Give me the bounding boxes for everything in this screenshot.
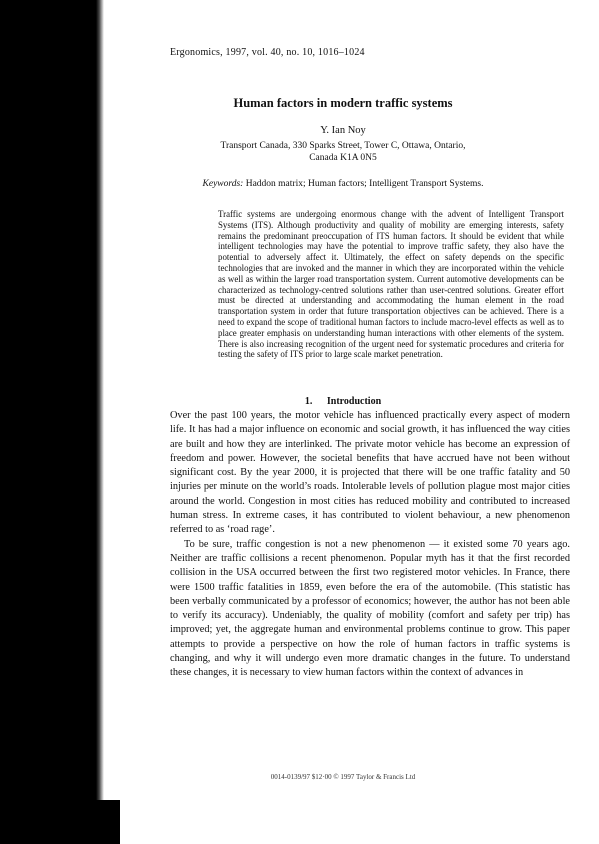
copyright-footer: 0014-0139/97 $12·00 © 1997 Taylor & Francis Ltd — [270, 773, 416, 781]
scan-edge-gradient — [96, 0, 104, 844]
running-head: Ergonomics, 1997, vol. 40, no. 10, 1016–1024 — [170, 47, 365, 58]
keywords-label: Keywords: — [202, 179, 244, 189]
paragraph-2: To be sure, traffic congestion is not a new phenomenon — it existed some 70 years ago. Neither are traffic collisions a recent phenomenon. Popular myth has it that the first recorded collision in the USA occurred between the first two registered motor vehicles. In France, there were 1500 traffic fatalities in 1859, even before the era of the automobile. (This statistic has been verbally communicated by a professor of economics; however, the author has not been able to verify its accuracy). Undeniably, the quality of mobility (comfort and safety per trip) has improved; yet, the aggregate human and environmental problems continue to grow. This paper attempts to provide a perspective on how the role of human factors in traffic systems is changing, and why it will undergo even more dramatic changes in the future. To understand these changes, it is necessary to view human factors within the context of advances in — [170, 538, 570, 679]
section-number: 1. — [304, 396, 313, 407]
affiliation-line-1: Transport Canada, 330 Sparks Street, Tower C, Ottawa, Ontario, — [220, 141, 466, 151]
section-title: Introduction — [326, 396, 382, 407]
author-name: Y. Ian Noy — [320, 125, 366, 136]
body-text — [170, 409, 570, 681]
scan-dark-corner — [0, 800, 120, 844]
keywords-text: Haddon matrix; Human factors; Intelligent Transport Systems. — [245, 179, 484, 189]
author-affiliation — [118, 140, 568, 164]
paper-title: Human factors in modern traffic systems — [233, 96, 453, 110]
keywords-line — [118, 179, 568, 189]
abstract: Traffic systems are undergoing enormous change with the advent of Intelligent Transport Systems (ITS). Although productivity and quality of mobility are emerging interests, safety remains the predominant preoccupation of ITS human factors. It should be evident that while intelligent technologies may have the potential to improve traffic safety, they also have the potential to adversely affect it. Ultimately, the effect on safety depends on the specific technologies that are invoked and the manner in which they are incorporated within the vehicle as well as within the larger road transportation system. Current automotive developments can be characterized as technology-centred solutions rather than user-centred solutions. Greater effort must be directed at understanding and accommodating the human element in the road transportation system in order that future transportation objectives can be achieved. There is a need to expand the scope of traditional human factors to include macro-level effects as well as to place greater emphasis on understanding human interactions with other elements of the system. There is also increasing recognition of the urgent need for systematic procedures and criteria for testing the safety of ITS prior to large scale market penetration. — [218, 209, 564, 360]
section-heading — [118, 396, 568, 407]
paper-page — [118, 0, 588, 844]
affiliation-line-2: Canada K1A 0N5 — [309, 153, 377, 163]
scan-dark-margin — [0, 0, 96, 844]
paragraph-1: Over the past 100 years, the motor vehicle has influenced practically every aspect of modern life. It has had a major influence on economic and social growth, it has influenced the way cities are built and how they are interlinked. The private motor vehicle has become an expression of freedom and power. However, the societal benefits that have accrued have not been without significant cost. By the year 2000, it is projected that there will be one traffic fatality and 50 injuries per minute on the world’s roads. Intolerable levels of pollution plague most major cities around the world. Congestion in most cities has reduced mobility and contributed to increased human stress. In extreme cases, it has contributed to violent behaviour, a new phenomenon referred to as ‘road rage’. — [170, 410, 570, 536]
